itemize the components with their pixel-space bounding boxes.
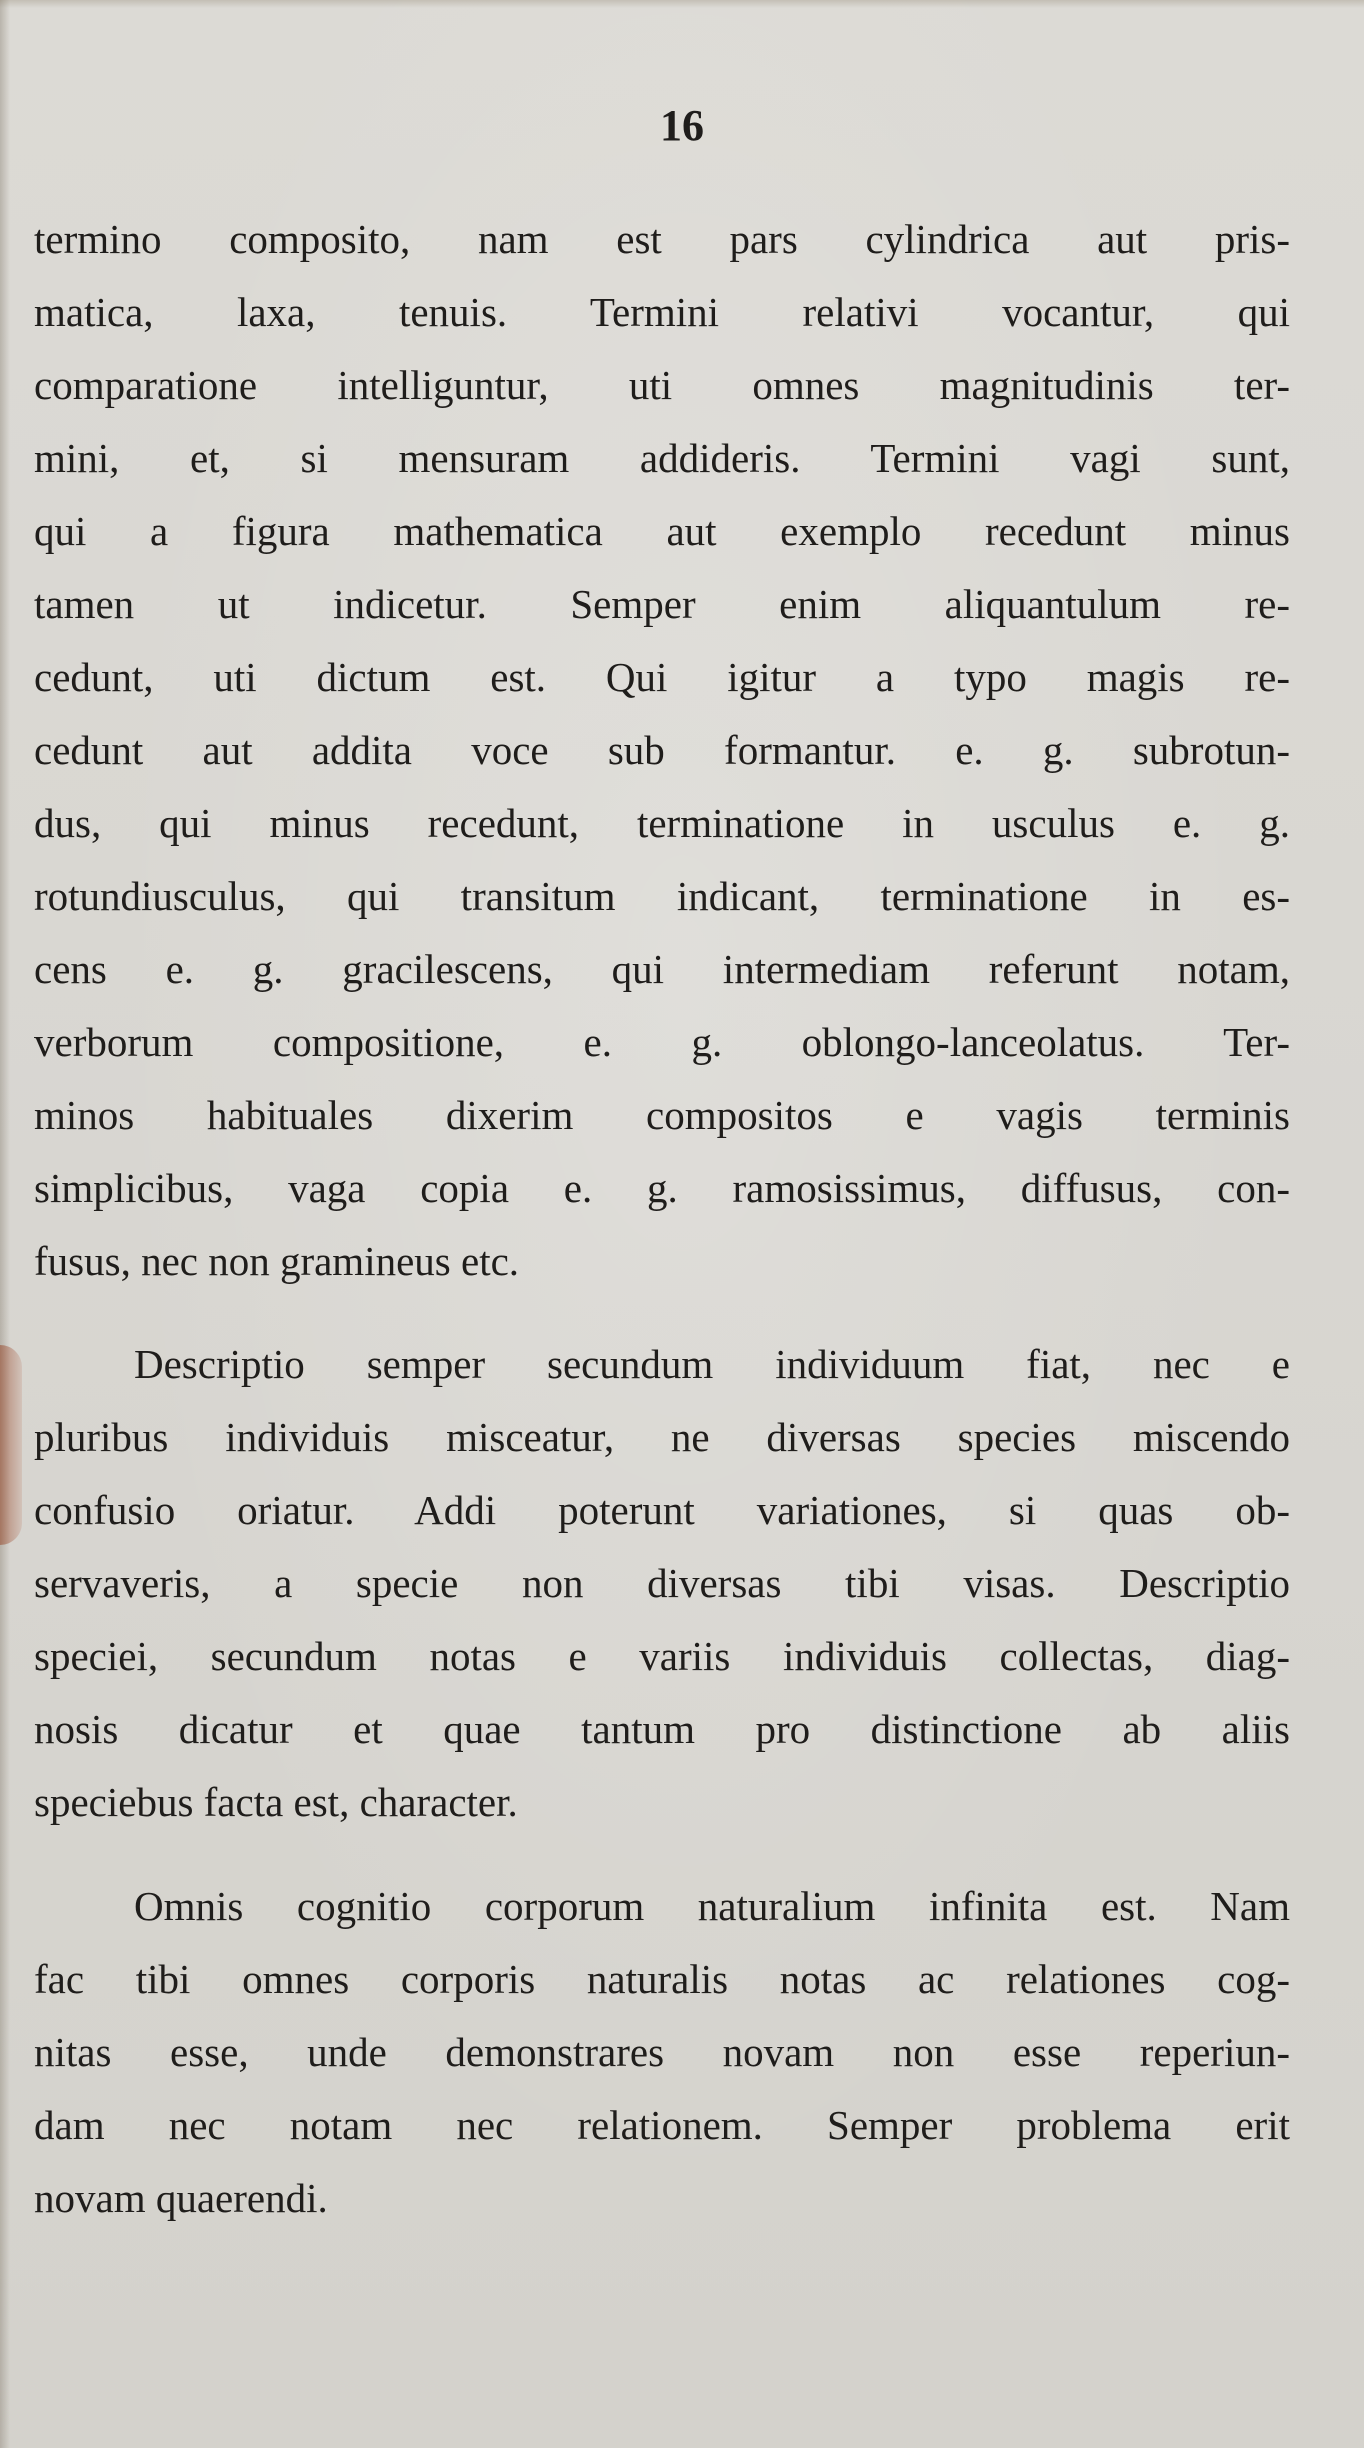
text-line: dus, qui minus recedunt, terminatione in usculus e. g.	[34, 800, 1290, 846]
text-line: speciei, secundum notas e variis individuis collectas, diag-	[34, 1633, 1290, 1679]
text-line: matica, laxa, tenuis. Termini relativi vocantur, qui	[34, 289, 1290, 335]
text-line: dam nec notam nec relationem. Semper problema erit	[34, 2102, 1290, 2148]
text-line: termino composito, nam est pars cylindrica aut pris-	[34, 216, 1290, 262]
text-line: speciebus facta est, character.	[34, 1779, 518, 1825]
paragraph-1	[34, 203, 1290, 1298]
text-line: simplicibus, vaga copia e. g. ramosissimus, diffusus, con-	[34, 1165, 1290, 1211]
text-line: fusus, nec non gramineus etc.	[34, 1238, 520, 1284]
paragraph-2	[34, 1328, 1290, 1839]
text-line: pluribus individuis misceatur, ne diversas species miscendo	[34, 1414, 1290, 1460]
text-line: nitas esse, unde demonstrares novam non esse reperiun-	[34, 2029, 1290, 2075]
page-number: 16	[660, 101, 704, 150]
text-line: cedunt aut addita voce sub formantur. e. g. subrotun-	[34, 727, 1290, 773]
text-line: fac tibi omnes corporis naturalis notas ac relationes cog-	[34, 1956, 1290, 2002]
page-top-edge-shadow	[0, 0, 1364, 8]
text-line: verborum compositione, e. g. oblongo-lanceolatus. Ter-	[34, 1019, 1290, 1065]
text-line: cens e. g. gracilescens, qui intermediam referunt notam,	[34, 946, 1290, 992]
binding-stain-mark	[0, 1345, 22, 1545]
text-line: nosis dicatur et quae tantum pro distinctione ab aliis	[34, 1706, 1290, 1752]
text-line: minos habituales dixerim compositos e vagis terminis	[34, 1092, 1290, 1138]
text-line: Descriptio semper secundum individuum fiat, nec e	[134, 1341, 1290, 1387]
text-line: qui a figura mathematica aut exemplo recedunt minus	[34, 508, 1290, 554]
text-line: Omnis cognitio corporum naturalium infinita est. Nam	[134, 1883, 1290, 1929]
text-line: confusio oriatur. Addi poterunt variationes, si quas ob-	[34, 1487, 1290, 1533]
text-line: rotundiusculus, qui transitum indicant, terminatione in es-	[34, 873, 1290, 919]
paragraph-3	[34, 1870, 1290, 2235]
text-line: comparatione intelliguntur, uti omnes magnitudinis ter-	[34, 362, 1290, 408]
text-line: servaveris, a specie non diversas tibi visas. Descriptio	[34, 1560, 1290, 1606]
page-left-edge-shadow	[0, 0, 10, 2448]
text-line: novam quaerendi.	[34, 2175, 328, 2221]
text-line: tamen ut indicetur. Semper enim aliquantulum re-	[34, 581, 1290, 627]
text-line: cedunt, uti dictum est. Qui igitur a typo magis re-	[34, 654, 1290, 700]
text-line: mini, et, si mensuram addideris. Termini vagi sunt,	[34, 435, 1290, 481]
